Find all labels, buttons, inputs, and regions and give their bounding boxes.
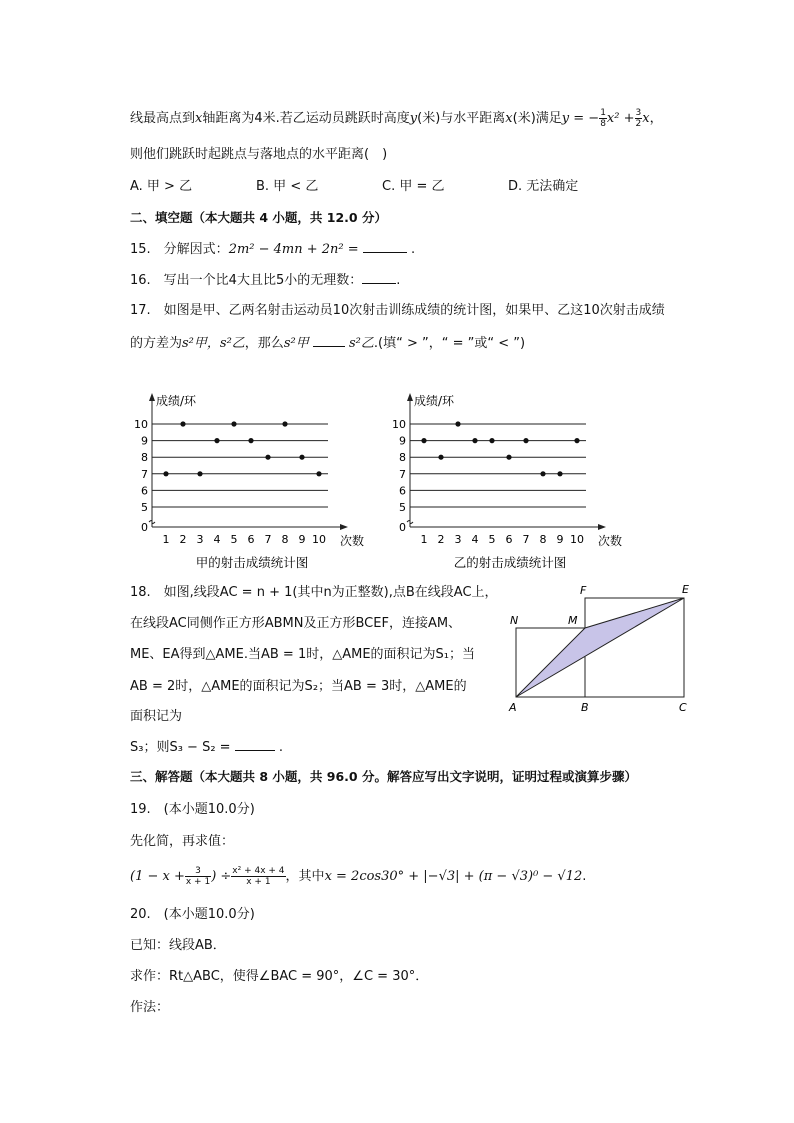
jia-y-tick-label: 9	[141, 434, 148, 448]
jia-y-tick-label: 5	[141, 501, 148, 514]
q19-head: 19. (本小题10.0分)	[130, 802, 255, 817]
q20-line3: 作法：	[130, 1000, 170, 1015]
yi-x-arrow	[598, 524, 606, 530]
jia-axis-break	[149, 521, 155, 524]
jia-x-tick-label: 5	[230, 533, 238, 546]
jia-x-tick-label: 8	[281, 533, 289, 546]
yi-x-tick-label: 4	[471, 533, 479, 546]
label-n: N	[510, 614, 519, 627]
jia-x-tick-label: 3	[196, 533, 204, 546]
q18-geometry-figure	[500, 580, 700, 715]
yi-y-tick-label: 9	[399, 434, 406, 448]
yi-data-point	[540, 471, 545, 476]
yi-y-tick-label: 5	[399, 501, 406, 514]
q15: 15. 分解因式：2m² − 4mn + 2n² = .	[130, 242, 416, 257]
yi-data-point	[421, 438, 426, 443]
q20-line2: 求作：Rt△ABC，使得∠BAC = 90°，∠C = 30°．	[130, 969, 429, 984]
jia-x-tick-label: 6	[247, 533, 255, 546]
jia-x-tick-label: 1	[162, 533, 170, 546]
jia-data-point	[214, 438, 219, 443]
yi-data-point	[455, 421, 460, 426]
jia-data-point	[299, 455, 304, 460]
jia-x-tick-label: 9	[298, 533, 306, 546]
label-f: F	[580, 584, 587, 597]
yi-data-point	[472, 438, 477, 443]
option-c: C. 甲 = 乙	[382, 179, 445, 194]
jia-y-arrow	[149, 393, 155, 401]
yi-x-tick-label: 1	[420, 533, 428, 546]
jia-data-point	[248, 438, 253, 443]
yi-x-tick-label: 3	[454, 533, 462, 546]
jia-data-point	[265, 455, 270, 460]
yi-x-tick-label: 10	[570, 533, 584, 546]
yi-x-tick-label: 6	[505, 533, 513, 546]
yi-data-point	[438, 455, 443, 460]
yi-y-tick-label: 8	[399, 451, 406, 465]
yi-x-tick-label: 8	[539, 533, 547, 546]
yi-x-axis-label: 次数	[598, 534, 623, 548]
jia-data-point	[316, 471, 321, 476]
yi-y-tick-label: 10	[392, 418, 406, 431]
option-d: D. 无法确定	[508, 179, 579, 194]
yi-data-point	[506, 455, 511, 460]
yi-data-point	[574, 438, 579, 443]
jia-x-tick-label: 10	[312, 533, 326, 546]
q20-head: 20. (本小题10.0分)	[130, 907, 255, 922]
label-a: A	[509, 701, 517, 714]
q14-line1: 线最高点到x轴距离为4米.若乙运动员跳跃时高度y(米)与水平距离x(米)满足y = − $\frac{1}{8}$ x² + $\frac{3}{2}$ x，	[130, 108, 663, 129]
q19-line1: 先化简，再求值：	[130, 834, 235, 849]
yi-y-arrow	[407, 393, 413, 401]
jia-y-tick-label: 6	[141, 484, 148, 498]
option-a: A. 甲 > 乙	[130, 179, 193, 194]
label-b: B	[581, 701, 589, 714]
yi-x-tick-label: 9	[556, 533, 564, 546]
yi-y-tick-label: 6	[399, 484, 406, 498]
jia-y-tick-label: 0	[141, 521, 148, 534]
jia-y-axis-label: 成绩/环	[156, 394, 197, 408]
section-3-title: 三、解答题（本大题共 8 小题，共 96.0 分。解答应写出文字说明，证明过程或演算步骤）	[130, 769, 637, 784]
yi-chart-title: 乙的射击成绩统计图	[453, 555, 567, 570]
yi-y-tick-label: 0	[399, 521, 406, 534]
yi-data-point	[489, 438, 494, 443]
jia-x-tick-label: 7	[264, 533, 272, 546]
label-m: M	[568, 614, 578, 627]
jia-data-point	[197, 471, 202, 476]
yi-x-tick-label: 2	[437, 533, 445, 546]
q18-line2: 在线段AC同侧作正方形ABMN及正方形BCEF，连接AM、	[130, 616, 462, 631]
jia-y-tick-label: 10	[134, 418, 148, 431]
yi-y-tick-label: 7	[399, 467, 406, 481]
q19-expression: (1 − x + $\frac{3}{x + 1}$ ) ÷ $\frac{\text{x² + 4x + 4}}{x + 1}$ ，其中x = 2cos30° + |−√3| + (π − √3)⁰ − √12.	[130, 866, 587, 887]
q16: 16. 写出一个比4大且比5小的无理数： .	[130, 273, 401, 288]
triangle-ame	[516, 598, 684, 697]
yi-data-point	[557, 471, 562, 476]
yi-x-tick-label: 7	[522, 533, 530, 546]
jia-x-axis-label: 次数	[340, 534, 365, 548]
jia-data-point	[231, 421, 236, 426]
jia-data-point	[180, 421, 185, 426]
label-e: E	[682, 583, 689, 596]
jia-data-point	[282, 421, 287, 426]
yi-axis-break	[407, 521, 413, 524]
q20-line1: 已知：线段AB．	[130, 938, 226, 953]
q17-line1: 17. 如图是甲、乙两名射击运动员10次射击训练成绩的统计图，如果甲、乙这10次射击成绩	[130, 303, 665, 318]
option-b: B. 甲 < 乙	[256, 179, 319, 194]
jia-x-tick-label: 4	[213, 533, 221, 546]
jia-y-tick-label: 8	[141, 451, 148, 465]
section-2-title: 二、填空题（本大题共 4 小题，共 12.0 分）	[130, 210, 387, 225]
yi-x-tick-label: 5	[488, 533, 496, 546]
jia-data-point	[163, 471, 168, 476]
q17-line2: 的方差为s²甲，s²乙，那么s²甲 s²乙.(填“ > ”，“ = ”或“ < ”)	[130, 336, 526, 351]
jia-x-arrow	[340, 524, 348, 530]
q18-line4: AB = 2时，△AME的面积记为S₂；当AB = 3时，△AME的	[130, 679, 467, 694]
q18-line1: 18. 如图,线段AC = n + 1(其中n为正整数),点B在线段AC上，	[130, 585, 498, 600]
q14-line2: 则他们跳跃时起跳点与落地点的水平距离( )	[130, 147, 388, 162]
q18-line3: ME、EA得到△AME.当AB = 1时，△AME的面积记为S₁；当	[130, 647, 476, 662]
q18-line6: S₃；则S₃ − S₂ = .	[130, 740, 283, 755]
yi-y-axis-label: 成绩/环	[414, 394, 455, 408]
q18-line5: 面积记为	[130, 709, 183, 724]
jia-x-tick-label: 2	[179, 533, 187, 546]
charts-figure	[130, 385, 650, 575]
jia-chart-title: 甲的射击成绩统计图	[195, 555, 309, 570]
label-c: C	[679, 701, 687, 714]
yi-data-point	[523, 438, 528, 443]
jia-y-tick-label: 7	[141, 467, 148, 481]
